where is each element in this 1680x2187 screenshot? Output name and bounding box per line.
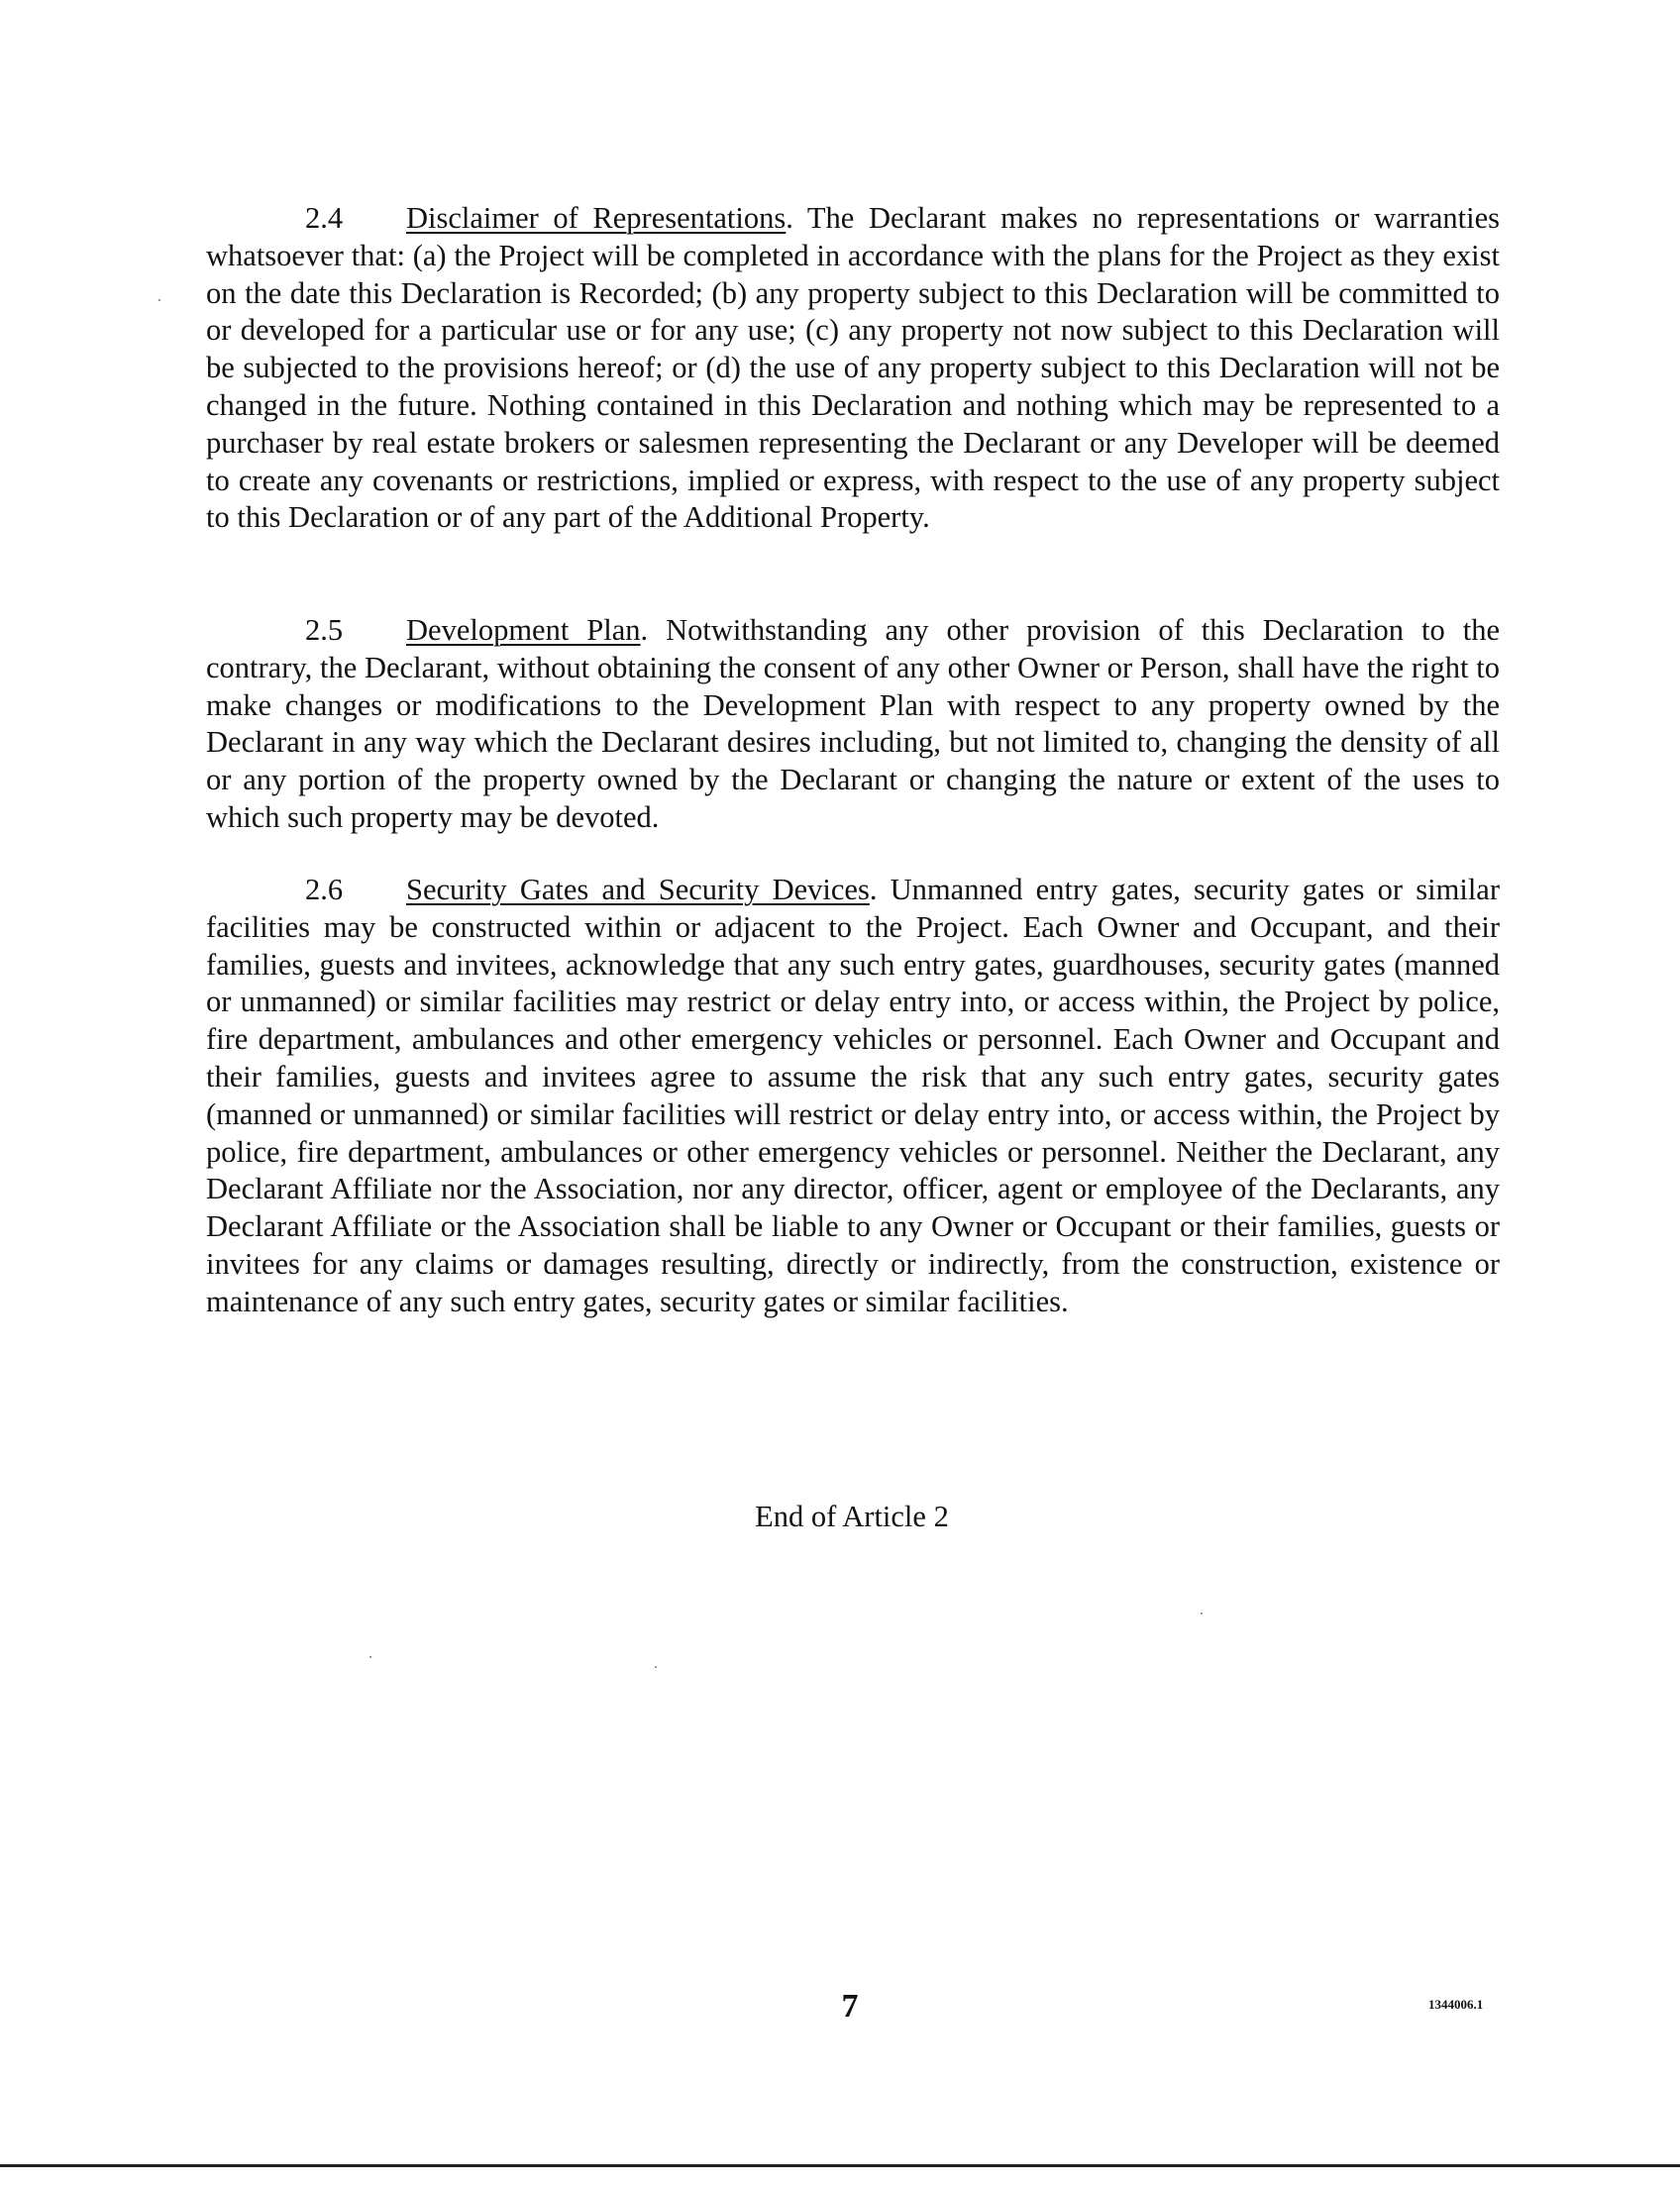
section-title-punctuation: .: [869, 873, 878, 906]
bottom-scan-edge-rule: [0, 2164, 1680, 2167]
section-body: Unmanned entry gates, security gates or similar facilities may be constructed within or adjacent to the Project. Each Owner and Occupant, and their families, guests and invitees, acknowledge that any such entry gates, guardhouses, security gates (manned or unmanned) or similar facilities may restrict or delay entry into, or access within, the Project by police, fire department, ambulances and other emergency vehicles or personnel. Each Owner and Occupant and their families, guests and invitees agree to assume the risk that any such entry gates, security gates (manned or unmanned) or similar facilities will restrict or delay entry into, or access within, the Project by police, fire department, ambulances or other emergency vehicles or personnel. Neither the Declarant, any Declarant Affiliate nor the Association, nor any director, officer, agent or employee of the Declarants, any Declarant Affiliate or the Association shall be liable to any Owner or Occupant or their families, guests or invitees for any claims or damages resulting, directly or indirectly, from the construction, existence or maintenance of any such entry gates, security gates or similar facilities.: [206, 873, 1501, 1318]
section-2-4: [206, 200, 1500, 537]
section-number: 2.4: [305, 201, 344, 235]
section-number: 2.5: [305, 613, 344, 647]
section-body: Notwithstanding any other provision of this Declaration to the contrary, the Declarant, without obtaining the consent of any other Owner or Person, shall have the right to make changes or modifications to the Development Plan with respect to any property owned by the Declarant in any way which the Declarant desires including, but not limited to, changing the density of all or any portion of the property owned by the Declarant or changing the nature or extent of the uses to which such property may be devoted.: [206, 613, 1500, 834]
section-body: The Declarant makes no representations or warranties whatsoever that: (a) the Project will be completed in accordance with the plans for the Project as they exist on the date this Declaration is Recorded; (b) any property subject to this Declaration will be committed to or developed for a particular use or for any use; (c) any property not now subject to this Declaration will be subjected to the provisions hereof; or (d) the use of any property subject to this Declaration will not be changed in the future. Nothing contained in this Declaration and nothing which may be represented to a purchaser by real estate brokers or salesmen representing the Declarant or any Developer will be deemed to create any covenants or restrictions, implied or express, with respect to the use of any property subject to this Declaration or of any part of the Additional Property.: [206, 201, 1500, 535]
section-title-punctuation: .: [786, 201, 793, 235]
scan-speck: [369, 1656, 371, 1658]
scan-speck: [655, 1666, 657, 1668]
section-title: Disclaimer of Representations: [406, 201, 787, 235]
section-title: Development Plan: [406, 613, 641, 647]
scan-speck: [1201, 1613, 1203, 1614]
section-title: Security Gates and Security Devices: [406, 873, 870, 906]
section-number: 2.6: [305, 873, 344, 906]
section-title-punctuation: .: [640, 613, 649, 647]
document-id: 1344006.1: [1428, 1997, 1484, 2012]
page-number: 7: [841, 1988, 859, 2025]
section-2-5: [206, 612, 1500, 837]
section-2-6: [206, 872, 1500, 1321]
end-of-article-label: End of Article 2: [755, 1500, 949, 1533]
scan-speck: [158, 299, 160, 301]
